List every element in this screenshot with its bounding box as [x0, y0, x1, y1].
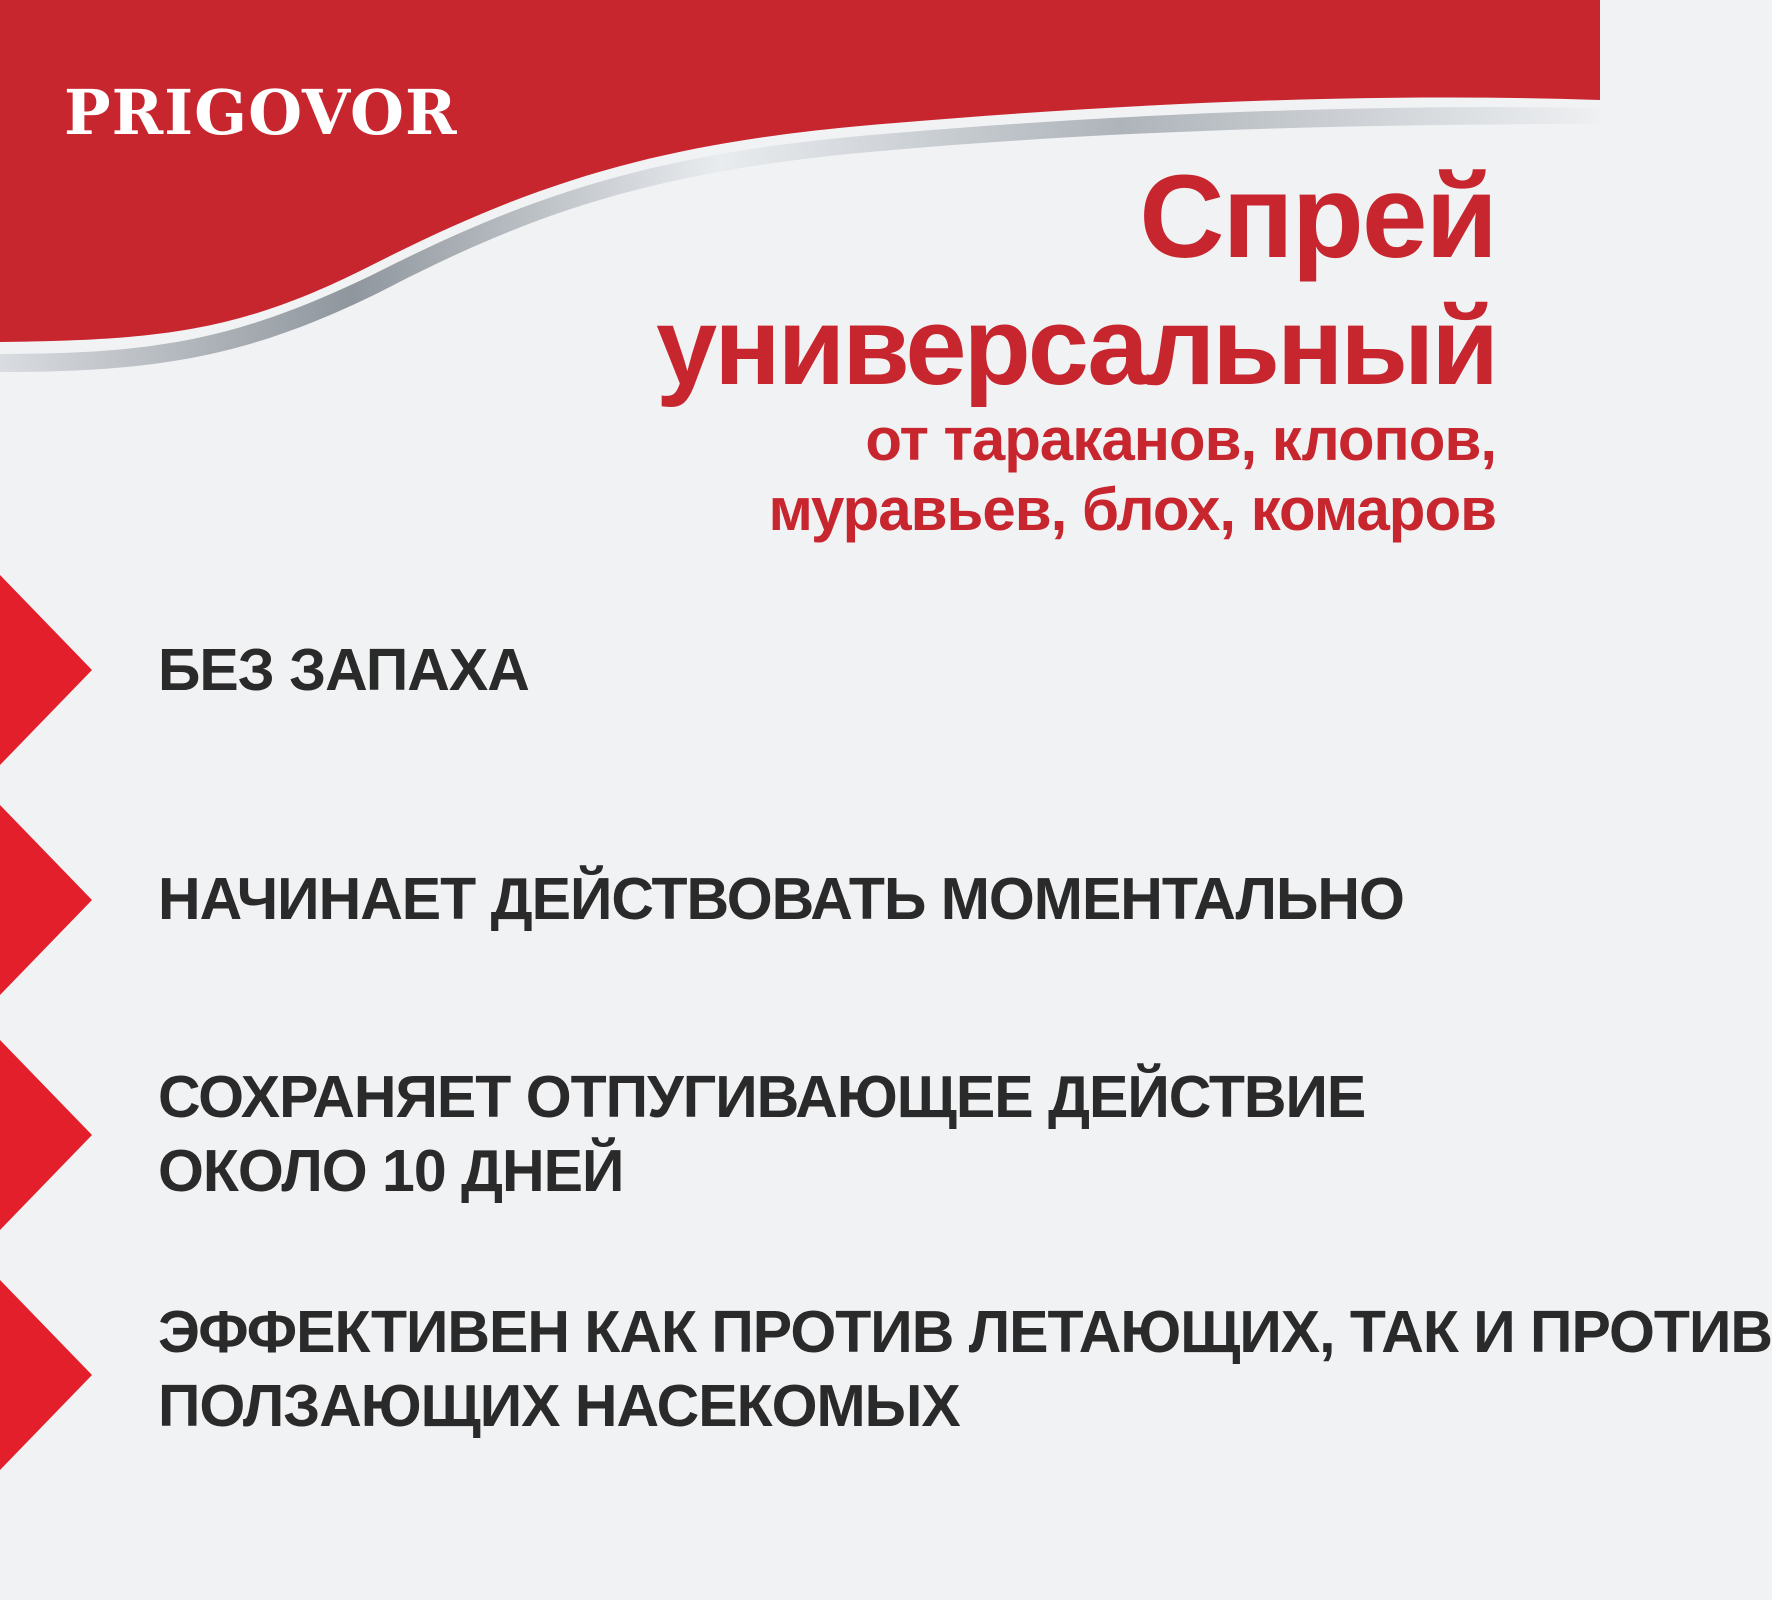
feature-text-line: ПОЛЗАЮЩИХ НАСЕКОМЫХ: [158, 1373, 960, 1439]
feature-text-line: НАЧИНАЕТ ДЕЙСТВОВАТЬ МОМЕНТАЛЬНО: [158, 866, 1404, 932]
product-title-line-2: универсальный: [656, 285, 1496, 408]
feature-text-line: ОКОЛО 10 ДНЕЙ: [158, 1138, 624, 1204]
feature-item: [158, 1060, 1365, 1208]
product-headline: [656, 151, 1496, 543]
product-title-line-1: Спрей: [1139, 151, 1496, 283]
feature-item: [158, 1295, 1772, 1443]
feature-text-line: СОХРАНЯЕТ ОТПУГИВАЮЩЕЕ ДЕЙСТВИЕ: [158, 1064, 1366, 1130]
product-subtitle-line-2: муравьев, блох, комаров: [768, 476, 1496, 543]
chevron-arrow-icon: [0, 575, 92, 765]
product-subtitle-line-1: от тараканов, клопов,: [865, 406, 1496, 473]
chevron-arrow-icon: [0, 805, 92, 995]
chevron-arrow-icon: [0, 1280, 92, 1470]
brand-logo: PRIGOVOR: [64, 76, 458, 149]
feature-text-line: ЭФФЕКТИВЕН КАК ПРОТИВ ЛЕТАЮЩИХ, ТАК И ПРОТИВ: [158, 1299, 1772, 1365]
chevron-arrow-icon: [0, 1040, 92, 1230]
feature-text-line: БЕЗ ЗАПАХА: [158, 637, 529, 703]
feature-item: [158, 862, 1404, 936]
feature-item: [158, 633, 529, 707]
